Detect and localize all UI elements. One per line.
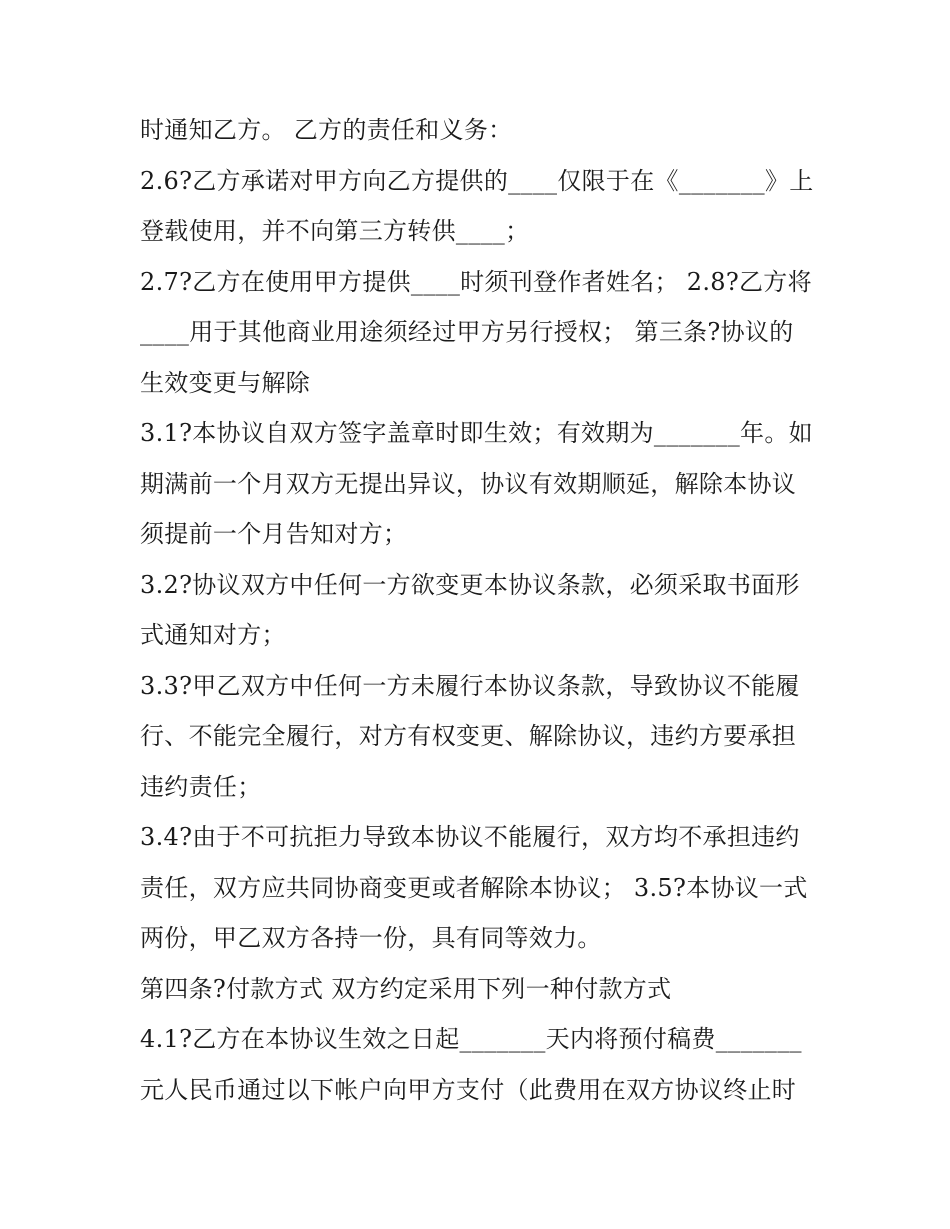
text-line: 登载使用，并不向第三方转供____； <box>140 217 530 245</box>
text-line: 3.4?由于不可抗拒力导致本协议不能履行，双方均不承担违约 <box>140 823 800 851</box>
text-line: 第四条?付款方式 双方约定采用下列一种付款方式 <box>140 974 672 1003</box>
text-line: 元人民币通过以下帐户向甲方支付（此费用在双方协议终止时 <box>140 1075 797 1104</box>
text-line: 3.2?协议双方中任何一方欲变更本协议条款，必须采取书面形 <box>140 570 800 599</box>
text-line: 式通知对方； <box>140 621 286 649</box>
text-line: 时通知乙方。 乙方的责任和义务： <box>140 116 513 144</box>
text-line: 3.3?甲乙双方中任何一方未履行本协议条款，导致协议不能履 <box>140 671 800 700</box>
text-line: 责任，双方应共同协商变更或者解除本协议； 3.5?本协议一式 <box>140 873 808 902</box>
text-line: 违约责任； <box>140 772 262 801</box>
text-line: 期满前一个月双方无提出异议，协议有效期顺延，解除本协议 <box>140 469 797 498</box>
text-line: ____用于其他商业用途须经过甲方另行授权； 第三条?协议的 <box>140 318 794 346</box>
text-line: 4.1?乙方在本协议生效之日起_______天内将预付稿费_______ <box>140 1025 802 1053</box>
text-line: 生效变更与解除 <box>140 368 311 397</box>
text-line: 行、不能完全履行，对方有权变更、解除协议，违约方要承担 <box>140 722 797 750</box>
text-line: 须提前一个月告知对方； <box>140 520 408 548</box>
text-line: 2.6?乙方承诺对甲方向乙方提供的____仅限于在《_______》上 <box>140 166 814 195</box>
contract-text-body <box>140 105 820 1115</box>
text-line: 2.7?乙方在使用甲方提供____时须刊登作者姓名； 2.8?乙方将 <box>140 267 812 296</box>
text-line: 3.1?本协议自双方签字盖章时即生效；有效期为_______年。如 <box>140 419 813 447</box>
text-line: 两份，甲乙双方各持一份，具有同等效力。 <box>140 924 602 952</box>
